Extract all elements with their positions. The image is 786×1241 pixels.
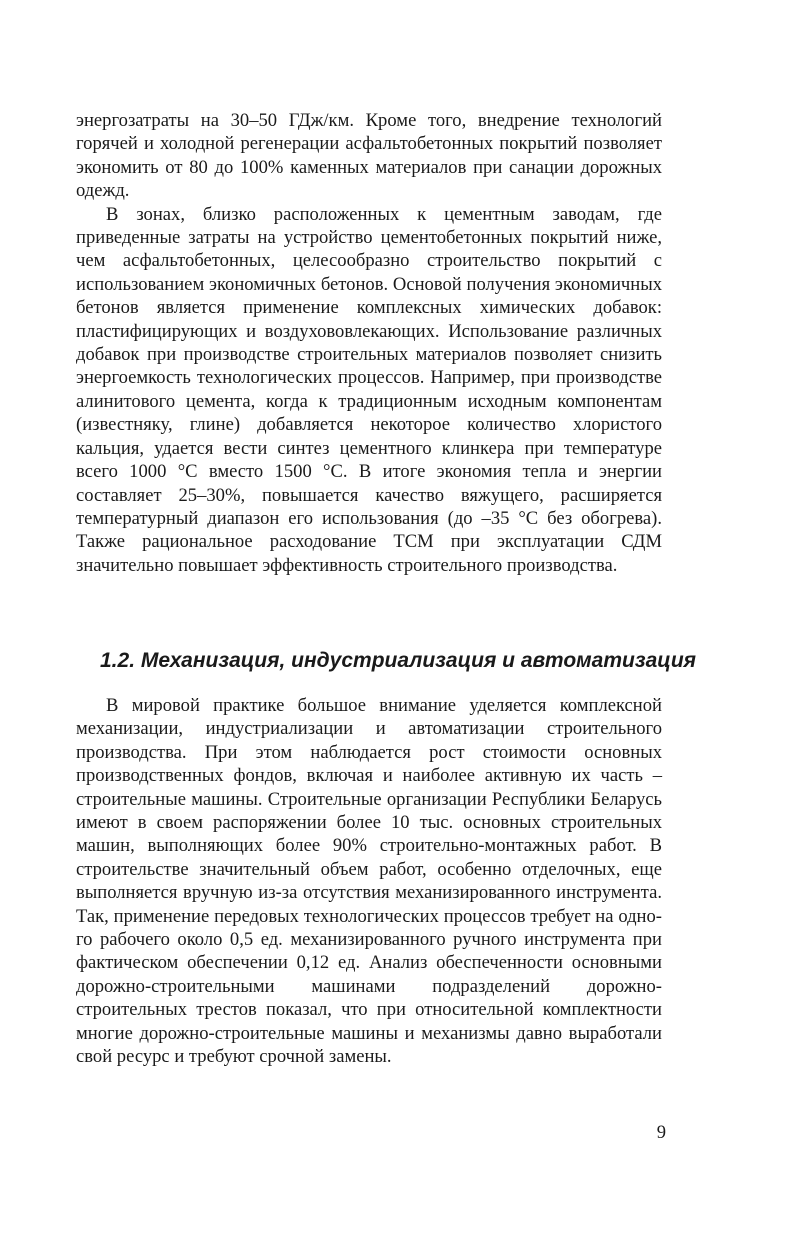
page-number: 9 <box>656 1122 666 1143</box>
paragraph-continuation: энергозатраты на 30–50 ГДж/км. Кроме того, внедрение технологий горячей и холодной регенерации асфальтобетонных покрытий позволяет экономить от 80 до 100% каменных материалов при санации дорожных одежд. <box>76 110 662 202</box>
paragraph-world-practice: В мировой практике большое внимание уделяется комплексной механизации, индустриализации и автоматизации строительного производства. При этом наблюдается рост стоимости основных производственных фондов, включая и наиболее активную их часть – строительные машины. Строительные организации Республики Беларусь имеют в своем распоряжении более 10 тыс. основных строительных машин, выполняющих более 90% строительно-монтажных работ. В строительстве значительный объем работ, особенно отделочных, еще выполняется вручную из-за отсутствия механизированного инструмента. Так, применение передовых технологических процессов требует на одного рабочего около 0,5 ед. механизированного ручного инструмента при фактическом обеспечении 0,12 ед. Анализ обеспеченности основными дорожно-строительными машинами подразделений дорожно-строительных трестов показал, что при относительной комплектности многие дорожно-строительные машины и механизмы давно выработали свой ресурс и требуют срочной замены. <box>76 695 662 1068</box>
section-heading: 1.2. Механизация, индустриализация и автоматизация <box>100 649 697 672</box>
body-text-top <box>76 109 662 577</box>
paragraph-cement-zones: В зонах, близко расположенных к цементным заводам, где приведенные затраты на устройство цементобетонных покрытий ниже, чем асфальтобетонных, целесообразно строительство покрытий с использованием экономичных бетонов. Основой получения экономичных бетонов является применение комплексных химических добавок: пластифицирующих и воздухововлекающих. Использование различных добавок при производстве строительных материалов позволяет снизить энергоемкость технологических процессов. Например, при производстве алинитового цемента, когда к традиционным исходным компонентам (известняку, глине) добавляется некоторое количество хлористого кальция, удается вести синтез цементного клинкера при температуре всего 1000 °С вместо 1500 °С. В итоге экономия тепла и энергии составляет 25–30%, повышается качество вяжущего, расширяется температурный диапазон его использования (до –35 °С без обогрева). Также рациональное расходование ТСМ при эксплуатации СДМ значительно повышает эффективность строительного производства. <box>76 203 662 576</box>
body-text-bottom <box>76 694 662 1069</box>
